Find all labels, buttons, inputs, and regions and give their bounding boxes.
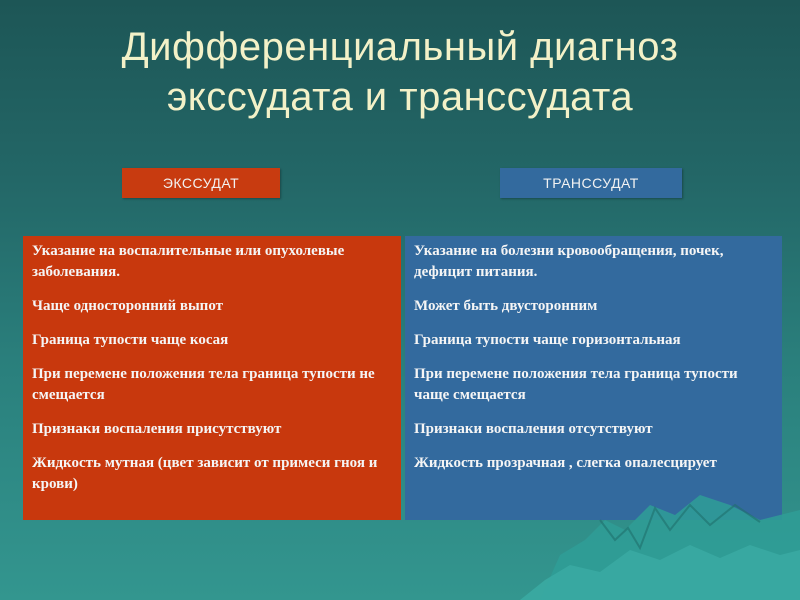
exudate-feature-dullness-border: Граница тупости чаще косая [32, 332, 229, 348]
exudate-label: ЭКССУДАТ [122, 168, 280, 198]
slide-title-line-1: Дифференциальный диагноз [121, 25, 679, 69]
transudate-feature-position-shift: При перемене положения тела граница тупости чаще смещается [414, 366, 738, 403]
transudate-feature-laterality: Может быть двусторонним [414, 298, 598, 314]
exudate-feature-inflammation: Признаки воспаления присутствуют [32, 421, 282, 437]
exudate-feature-history: Указание на воспалительные или опухолевые заболевания. [32, 243, 345, 280]
transudate-feature-inflammation: Признаки воспаления отсутствуют [414, 421, 653, 437]
transudate-feature-dullness-border: Граница тупости чаще горизонтальная [414, 332, 681, 348]
transudate-label: ТРАНССУДАТ [500, 168, 682, 198]
exudate-feature-position-shift: При перемене положения тела граница тупости не смещается [32, 366, 375, 403]
transudate-feature-fluid: Жидкость прозрачная , слегка опалесцирует [414, 455, 717, 471]
transudate-feature-history: Указание на болезни кровообращения, почек, дефицит питания. [414, 243, 724, 280]
exudate-feature-fluid: Жидкость мутная (цвет зависит от примеси гноя и крови) [32, 455, 378, 492]
slide-title-line-2: экссудата и транссудата [166, 75, 634, 119]
exudate-feature-laterality: Чаще односторонний выпот [32, 298, 223, 314]
